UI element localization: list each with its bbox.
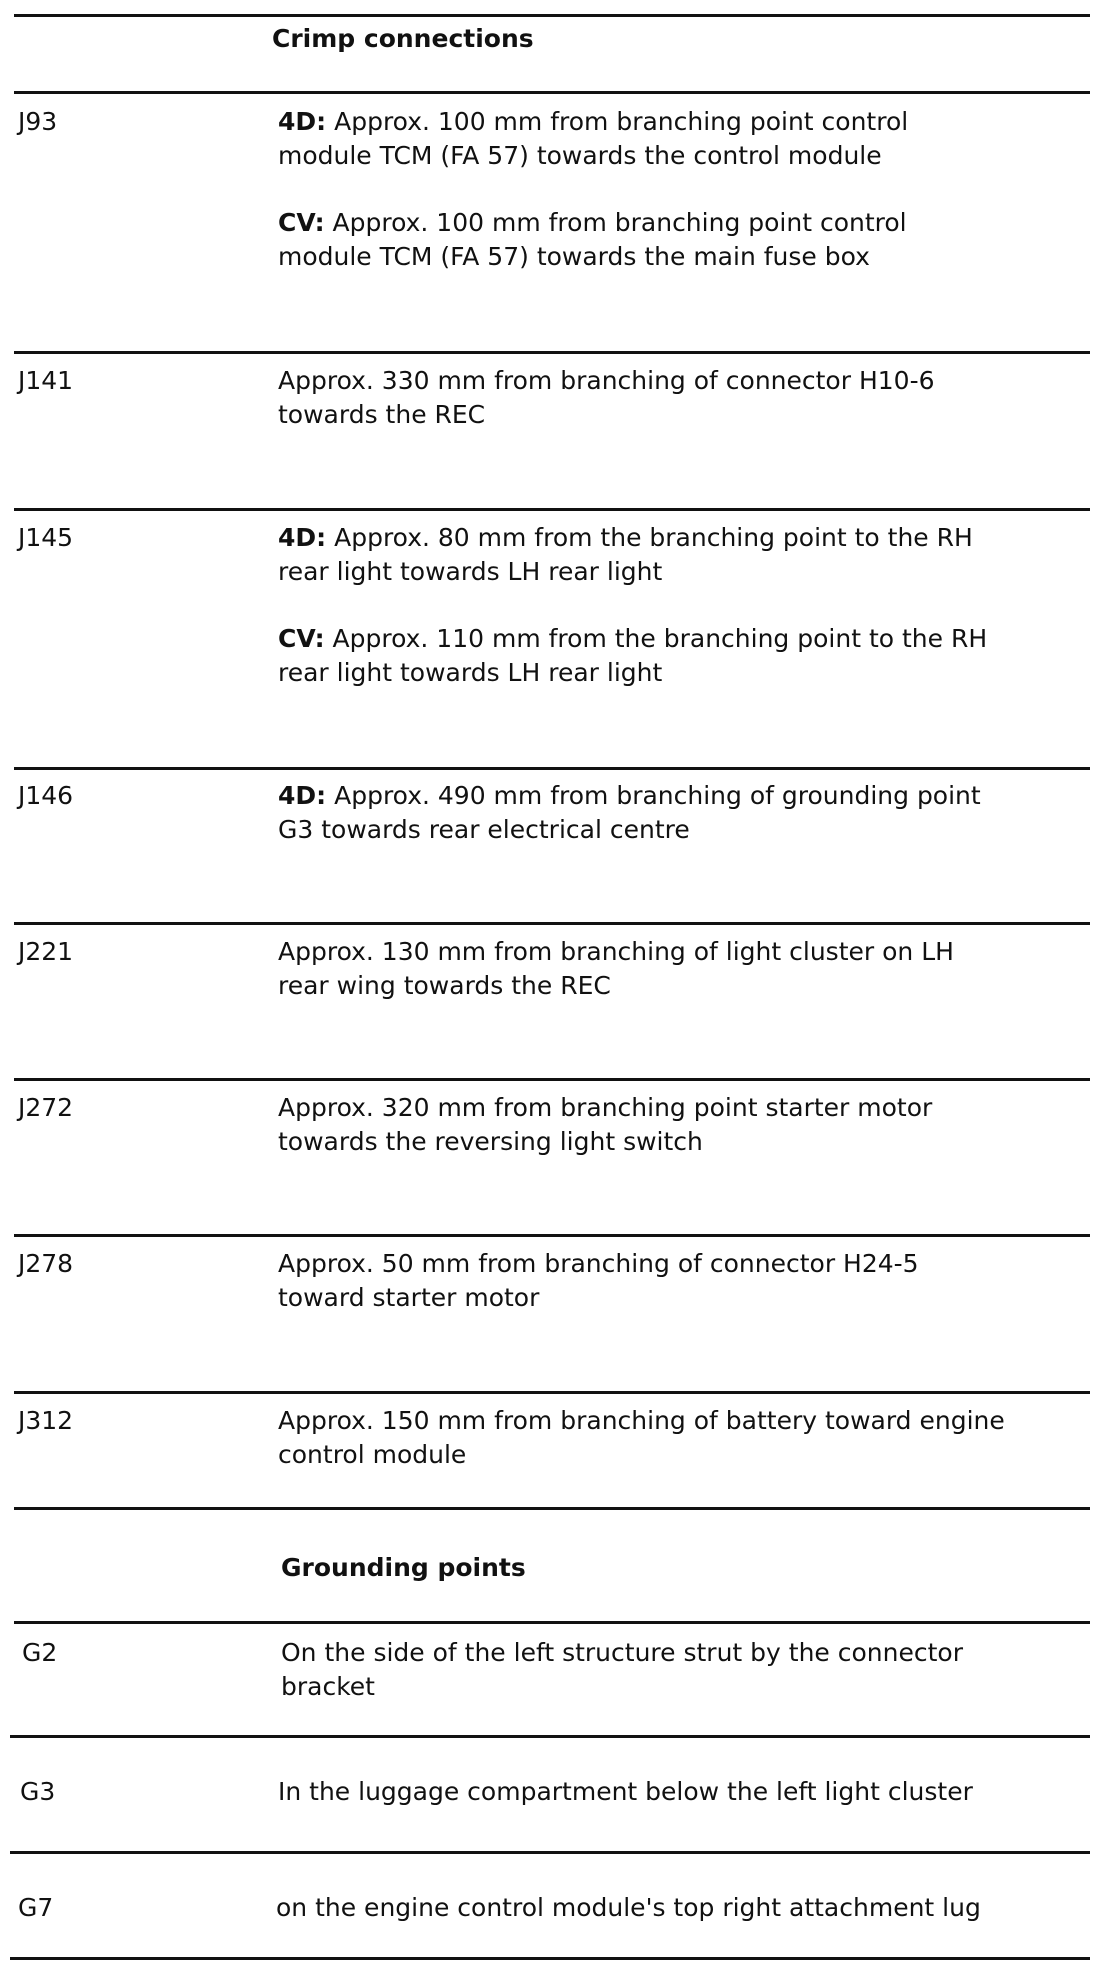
row-description: Approx. 50 mm from branching of connector H24-5 toward starter motor [278, 1249, 919, 1312]
row-description: Approx. 320 mm from branching point starter motor towards the reversing light switch [278, 1093, 933, 1156]
row-code: G7 [18, 1893, 54, 1922]
row-description: On the side of the left structure strut by the connector bracket [281, 1638, 963, 1701]
row-divider [10, 1851, 1090, 1854]
variant-label: CV: [278, 208, 325, 237]
row-divider [14, 922, 1090, 925]
row-code: J221 [18, 937, 74, 966]
grounding-section-heading: Grounding points [281, 1553, 526, 1582]
row-divider [14, 1078, 1090, 1081]
row-description: Approx. 130 mm from branching of light cluster on LH rear wing towards the REC [278, 937, 954, 1000]
row-description: CV: Approx. 100 mm from branching point control module TCM (FA 57) towards the main fuse box [278, 208, 907, 271]
variant-label: CV: [278, 624, 325, 653]
row-code: G3 [20, 1777, 56, 1806]
variant-label: 4D: [278, 107, 327, 136]
row-divider [14, 508, 1090, 511]
row-description: 4D: Approx. 490 mm from branching of grounding point G3 towards rear electrical centre [278, 781, 981, 844]
row-code: J272 [18, 1093, 74, 1122]
row-divider [14, 351, 1090, 354]
row-divider [14, 91, 1090, 94]
row-code: J312 [18, 1406, 74, 1435]
row-description: Approx. 330 mm from branching of connector H10-6 towards the REC [278, 366, 935, 429]
variant-label: 4D: [278, 523, 327, 552]
row-divider [14, 1234, 1090, 1237]
row-code: J141 [18, 366, 74, 395]
row-description: CV: Approx. 110 mm from the branching point to the RH rear light towards LH rear light [278, 624, 988, 687]
row-description: 4D: Approx. 100 mm from branching point control module TCM (FA 57) towards the control module [278, 107, 909, 170]
bottom-rule [10, 1957, 1090, 1960]
row-description: Approx. 150 mm from branching of battery toward engine control module [278, 1406, 1005, 1469]
crimp-section-heading: Crimp connections [272, 24, 534, 53]
row-divider [14, 1391, 1090, 1394]
top-rule [14, 14, 1090, 17]
row-code: J146 [18, 781, 74, 810]
variant-label: 4D: [278, 781, 327, 810]
row-code: J93 [18, 107, 58, 136]
row-description: 4D: Approx. 80 mm from the branching point to the RH rear light towards LH rear light [278, 523, 973, 586]
row-code: G2 [22, 1638, 58, 1667]
row-divider [14, 1621, 1090, 1624]
row-divider [14, 1507, 1090, 1510]
row-code: J145 [18, 523, 74, 552]
row-description: on the engine control module's top right attachment lug [276, 1893, 981, 1922]
row-code: J278 [18, 1249, 74, 1278]
row-divider [14, 767, 1090, 770]
row-divider [10, 1735, 1090, 1738]
row-description: In the luggage compartment below the left light cluster [278, 1777, 973, 1806]
